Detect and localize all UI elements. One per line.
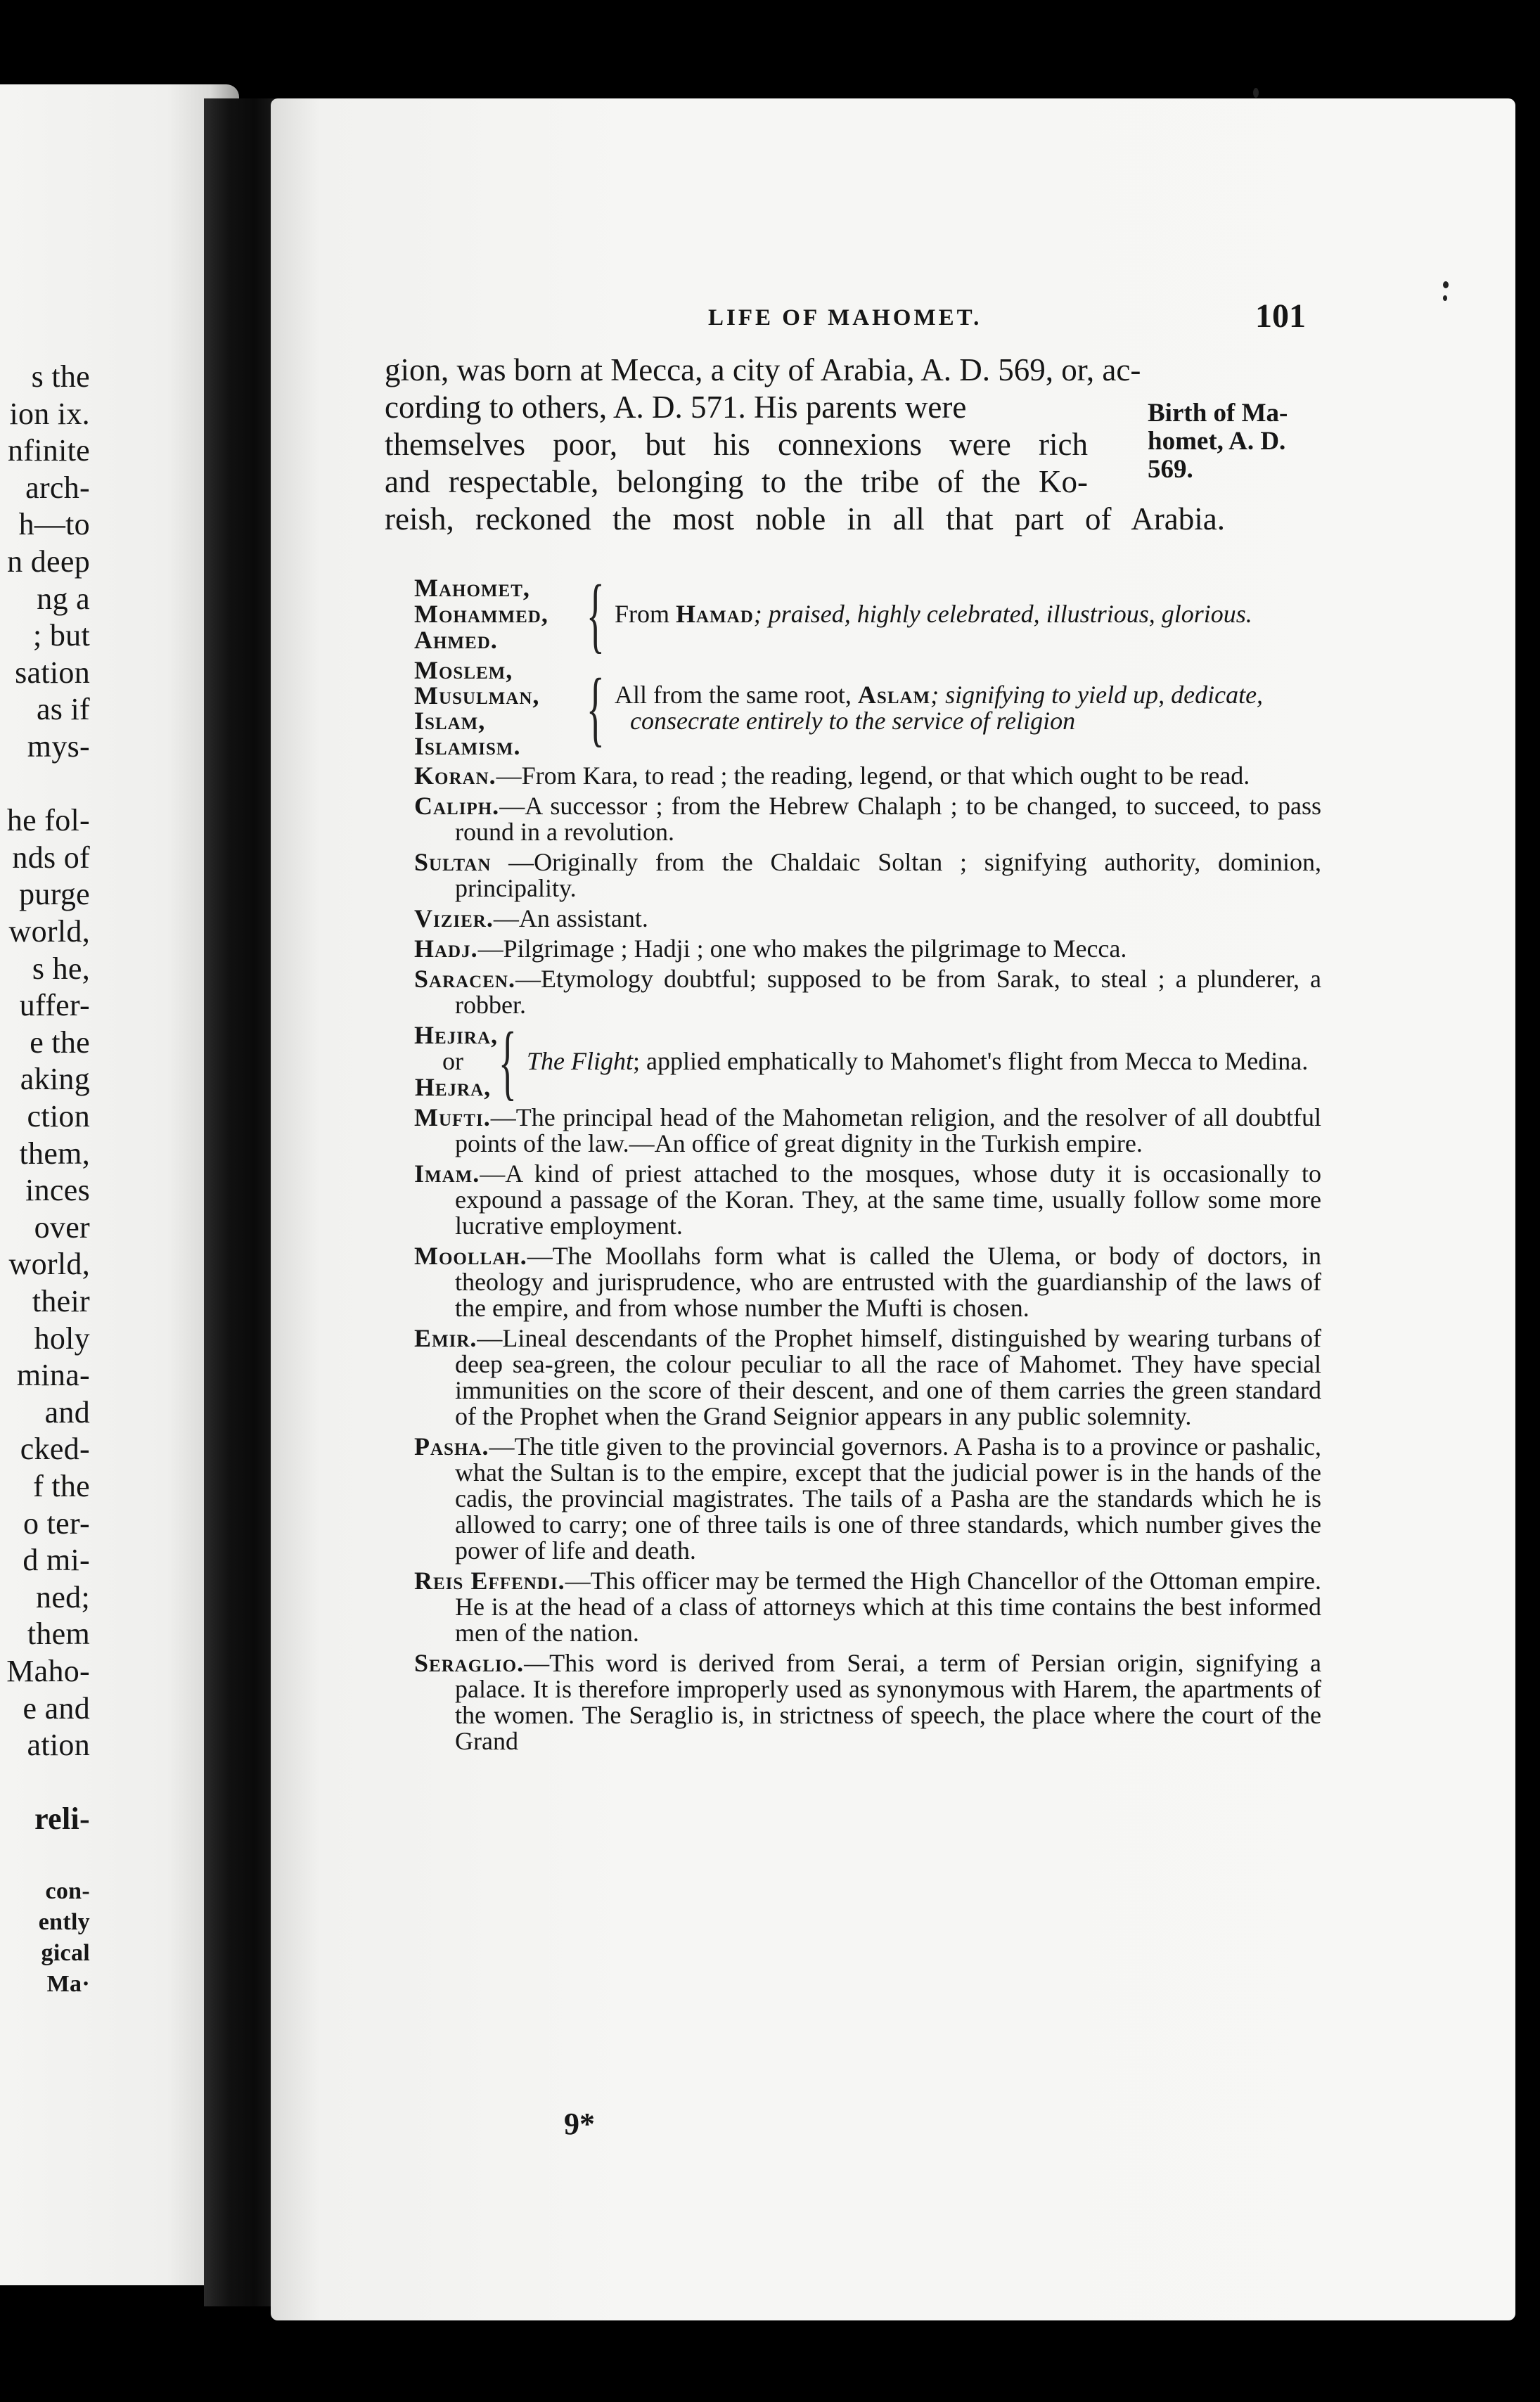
glossary-group [414, 657, 1321, 759]
facing-page-line: ned; [36, 1579, 90, 1614]
intro-line: themselves poor, but his connexions were rich [385, 427, 1088, 462]
glossary-definition [605, 682, 1321, 734]
facing-page-line: ently [38, 1909, 90, 1936]
definition-term: Aslam [857, 681, 931, 709]
facing-page-line: inces [25, 1173, 90, 1208]
term: Islamism. [414, 732, 521, 760]
facing-page-line: cked- [20, 1432, 90, 1467]
facing-page-line: e and [23, 1690, 90, 1726]
entry-term: Emir. [414, 1324, 477, 1352]
term: Islam, [414, 707, 486, 735]
facing-page-line: ction [27, 1099, 90, 1133]
glossary-definition [517, 1048, 1321, 1074]
facing-page-line: mys- [27, 729, 90, 764]
definition-text: ; signifying to yield up, dedicate, consecrate entirely to the service of religion [630, 681, 1264, 735]
entry-term: Saracen. [414, 965, 515, 993]
entry-text: —The Moollahs form what is called the Ulema, or body of doctors, in theology and jurisprudence, who are entrusted with the guardianship of the laws of the empire, and from whose number the Mufti is chosen. [455, 1242, 1321, 1322]
facing-page-line: n deep [7, 544, 90, 579]
facing-page-line: holy [34, 1321, 90, 1356]
entry-text: —This officer may be termed the High Chancellor of the Ottoman empire. He is at the head of a class of attorneys which at this time contains the best informed men of the nation. [455, 1567, 1321, 1647]
entry-text: —A kind of priest attached to the mosques, whose duty it is occasionally to expound a passage of the Koran. They, at the same time, usually follow some more lucrative employment. [455, 1160, 1321, 1240]
facing-page-line: con- [45, 1878, 90, 1905]
entry-text: —This word is derived from Serai, a term of Persian origin, signifying a palace. It is therefore improperly used as synonymous with Harem, the apartments of the women. The Seraglio is, in strictness of speech, the place where the court of the Grand [455, 1649, 1321, 1755]
facing-page-line: h—to [18, 507, 90, 542]
margin-note-line: homet, A. D. [1148, 427, 1286, 456]
facing-page-line: reli- [34, 1801, 90, 1837]
definition-text: ; applied emphatically to Mahomet's flight from Mecca to Medina. [633, 1047, 1309, 1075]
speck-mark [1443, 281, 1449, 288]
facing-page [0, 84, 239, 2285]
term: Moslem, [414, 656, 513, 684]
glossary-definition [605, 601, 1321, 627]
term: Mahomet, [414, 574, 530, 602]
margin-note [1148, 399, 1316, 484]
entry-term: Hadj. [414, 935, 478, 963]
definition-term: The Flight [527, 1047, 633, 1075]
facing-page-line: purge [19, 877, 90, 912]
facing-page-line: e the [30, 1025, 90, 1060]
facing-page-line: Maho- [6, 1654, 90, 1688]
entry-term: Sultan [414, 848, 492, 876]
glossary-group [414, 567, 1321, 661]
book-page [271, 98, 1515, 2320]
term: Musulman, [414, 681, 540, 709]
speck-mark [1253, 88, 1259, 98]
definition-text: ; praised, highly celebrated, illustrious, glorious. [753, 600, 1252, 628]
facing-page-line: sation [15, 655, 90, 690]
definition-prefix: All from the same root, [615, 681, 858, 709]
brace-icon: { [586, 567, 605, 661]
glossary-entry-pasha [414, 1434, 1321, 1564]
entry-term: Caliph. [414, 792, 500, 820]
entry-text: —The principal head of the Mahometan religion, and the resolver of all doubtful points of the law.—An office of great dignity in the Turkish empire. [455, 1103, 1321, 1157]
entry-text: —Lineal descendants of the Prophet himself, distinguished by wearing turbans of deep sea-green, the colour peculiar to all the race of Mahomet. They have special immunities on the score of their descent, and one of them carries the green standard of the Prophet when the Grand Seignior appears in any public solemnity. [455, 1324, 1321, 1430]
glossary-entry-vizier [414, 906, 1321, 932]
term: Ahmed. [414, 626, 498, 654]
glossary-entry-mufti [414, 1105, 1321, 1157]
glossary-entry-seraglio [414, 1650, 1321, 1754]
glossary-entry-moollah [414, 1243, 1321, 1321]
term: Mohammed, [414, 600, 548, 628]
term: or [442, 1047, 463, 1075]
entry-term: Vizier. [414, 904, 494, 932]
facing-page-line: arch- [25, 470, 90, 505]
definition-term: Hamad [676, 600, 754, 628]
glossary-entry-koran [414, 763, 1321, 789]
facing-page-line: ion ix. [9, 396, 90, 431]
facing-page-line: as if [36, 692, 90, 727]
margin-note-line: 569. [1148, 455, 1193, 484]
term: Hejira, [414, 1021, 499, 1049]
entry-term: Koran. [414, 762, 496, 790]
glossary-entry-sultan [414, 849, 1321, 901]
facing-page-line: world, [8, 914, 90, 949]
facing-page-line: nds of [12, 840, 90, 875]
facing-page-line: gical [41, 1940, 90, 1967]
glossary-entry-emir [414, 1325, 1321, 1430]
entry-term: Imam. [414, 1160, 480, 1188]
page-number: 101 [1255, 297, 1306, 335]
running-header [385, 297, 1306, 339]
entry-term: Reis Effendi. [414, 1567, 565, 1595]
entry-term: Pasha. [414, 1432, 489, 1460]
facing-page-line: ation [27, 1728, 90, 1763]
entry-text: —The title given to the provincial governors. A Pasha is to a province or pashalic, what the Sultan is to the empire, except that the judicial power is in the hands of the cadis, the provincial magistrates. The tails of a Pasha are the standards which he is allowed to carry; one of three tails is one of three standards, which number gives the power of life and death. [455, 1432, 1321, 1565]
facing-page-line: he fol- [6, 803, 90, 838]
signature-mark: 9* [564, 2107, 595, 2141]
entry-text: —Pilgrimage ; Hadji ; one who makes the pilgrimage to Mecca. [477, 935, 1127, 963]
facing-page-line: d mi- [23, 1543, 90, 1578]
glossary-entry-imam [414, 1161, 1321, 1239]
facing-page-line: s the [31, 359, 90, 394]
facing-page-line: f the [33, 1469, 90, 1503]
glossary-terms [414, 1021, 499, 1101]
intro-line: reish, reckoned the most noble in all that part of Arabia. [385, 501, 1225, 537]
facing-page-line: s he, [32, 951, 90, 986]
facing-page-line: nfinite [8, 433, 90, 468]
facing-page-line: them [27, 1617, 90, 1652]
brace-icon: { [586, 661, 605, 754]
facing-page-line: their [32, 1284, 90, 1318]
facing-page-line: Ma· [46, 1971, 90, 1998]
intro-line: gion, was born at Mecca, a city of Arabia, A. D. 569, or, ac- [385, 352, 1141, 387]
facing-page-line: them, [19, 1136, 90, 1171]
term: Hejra, [414, 1073, 492, 1101]
facing-page-line: and [44, 1394, 90, 1430]
glossary-entry-saracen [414, 966, 1321, 1018]
definition-prefix: From [615, 600, 676, 628]
margin-note-line: Birth of Ma- [1148, 399, 1288, 428]
facing-page-line: o ter- [23, 1505, 90, 1541]
glossary-terms [414, 575, 579, 653]
entry-text: —A successor ; from the Hebrew Chalaph ; to be changed, to succeed, to pass round in a revolution. [455, 792, 1321, 846]
facing-page-line: over [34, 1209, 90, 1245]
glossary-entry-reis-effendi [414, 1568, 1321, 1646]
glossary-entry-caliph [414, 793, 1321, 845]
glossary [414, 567, 1321, 1759]
facing-page-line: ; but [33, 618, 90, 653]
facing-page-line: mina- [16, 1358, 90, 1393]
brace-icon: { [498, 1014, 517, 1108]
running-title: LIFE OF MAHOMET. [708, 305, 982, 330]
entry-text: —An assistant. [493, 904, 648, 932]
speck-mark [1443, 295, 1447, 301]
entry-text: —Originally from the Chaldaic Soltan ; signifying authority, dominion, principality. [455, 848, 1321, 902]
facing-page-line: world, [8, 1247, 90, 1282]
glossary-terms [414, 657, 579, 759]
facing-page-line: aking [20, 1062, 90, 1097]
entry-term: Moollah. [414, 1242, 527, 1270]
glossary-group [414, 1014, 1321, 1108]
entry-text: —Etymology doubtful; supposed to be from Sarak, to steal ; a plunderer, a robber. [455, 965, 1321, 1019]
facing-page-line: uffer- [19, 988, 90, 1023]
intro-line: cording to others, A. D. 571. His parents were [385, 390, 967, 425]
intro-line: and respectable, belonging to the tribe of the Ko- [385, 464, 1088, 499]
entry-term: Seraglio. [414, 1649, 525, 1677]
facing-page-line: ng a [37, 581, 90, 616]
entry-term: Mufti. [414, 1103, 491, 1131]
entry-text: —From Kara, to read ; the reading, legend, or that which ought to be read. [496, 762, 1250, 790]
glossary-entry-hadj [414, 936, 1321, 962]
